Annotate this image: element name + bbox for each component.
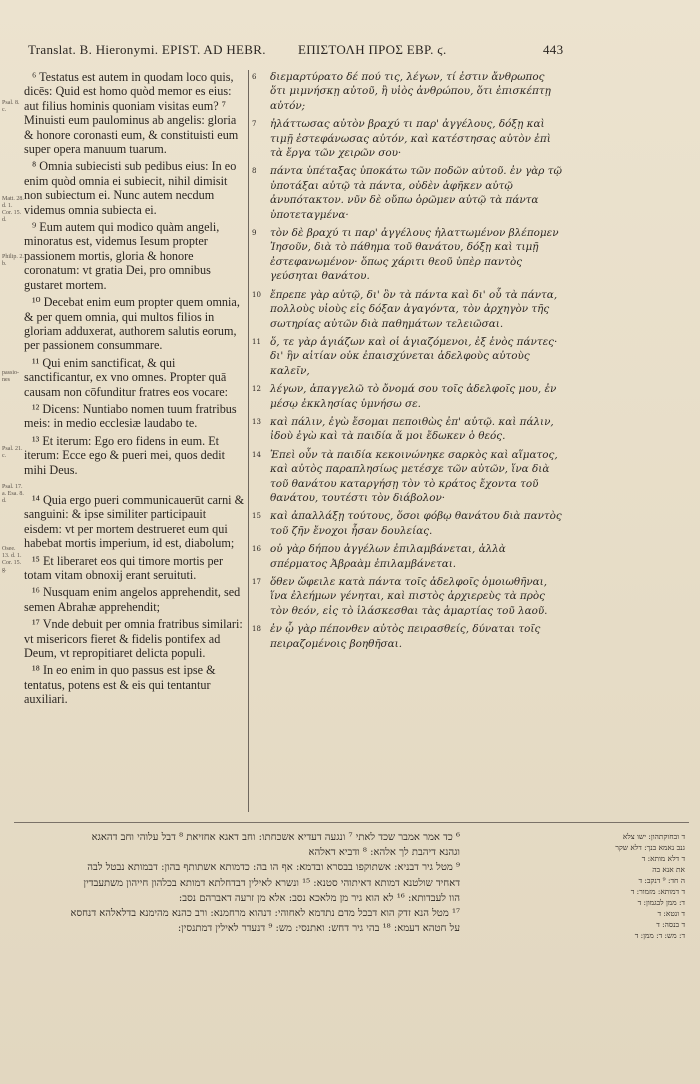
margin-reference: Philip. 2. b.	[2, 254, 24, 267]
greek-column	[252, 70, 562, 655]
marginal-note: ד ובחוקתהון: ישו צלא	[622, 832, 685, 841]
greek-verse	[252, 288, 562, 331]
greek-verse-text: καὶ ἀπαλλάξῃ τούτους, ὅσοι φόβῳ θανάτου διὰ παντὸς τοῦ ζῆν ἔνοχοι ἦσαν δουλείας.	[270, 510, 562, 537]
syriac-line: ¹⁷ מטל הנא זדק הוא דבכל מדם נתדמא לאחוהי: דנהוא מרחמנא: ורב כהנא מהימנא בדלאלהא דנחסא	[70, 908, 460, 920]
latin-verse: ¹⁸ In eo enim in quo passus est ipse & tentatus, potens est & eis qui tentantur auxiliari.	[24, 663, 216, 707]
verse-number: 6	[252, 73, 257, 81]
margin-reference: Osee. 13. d. 1. Cor. 15. g.	[2, 546, 22, 573]
syriac-line: ⁶ כד אמר אמבר שכד לאתי ⁷ ונגעה דעדיא אשכחתו: וחב דאגא אחזיאת ⁸ דבל עלוהי וחב דהאגא	[91, 832, 460, 843]
page-number: 443	[543, 42, 564, 57]
syriac-line: ⁹ מטל גיר דבניא: אשתוקפו בבסרא ובדמא: אף הו בה: כדמותא אשתותף בהון: דבמותא נבטל לבה	[87, 862, 460, 874]
latin-verse: ¹¹ Qui enim sanctificat, & qui sanctificantur, ex vno omnes. Propter quā causam non cōfunditur fratres eos vocare:	[24, 355, 229, 399]
greek-verse	[252, 335, 562, 378]
verse-number: 10	[252, 290, 261, 299]
marginal-note: ד ונטא: ד	[657, 909, 685, 918]
verse-number: 9	[252, 229, 257, 238]
marginal-note: ד דלא מותא: ד	[641, 854, 685, 863]
column-divider	[248, 70, 249, 812]
syriac-hebrew-text	[40, 832, 460, 938]
greek-verse	[252, 382, 562, 411]
section-divider	[14, 822, 689, 823]
verse-number: 14	[252, 450, 261, 459]
latin-verse: ¹⁰ Decebat enim eum propter quem omnia, & per quem omnia, qui multos filios in gloriam adduxerat, authorem salutis eorum, per passionem consummare.	[24, 295, 240, 353]
verse-number: 15	[252, 512, 261, 521]
greek-verse-text: Ἐπεὶ οὖν τὰ παιδία κεκοινώνηκε σαρκὸς καὶ αἵματος, καὶ αὐτὸς παραπλησίως μετέσχε τῶν αὐτῶν, ἵνα διὰ τοῦ θανάτου καταργήσῃ τὸν τὸ κράτος ἔχοντα τοῦ θανάτου, τουτέστι τὸν διάβολον·	[270, 448, 558, 504]
syriac-line: הוו לעבדותא: ¹⁶ לא הוא גיר מן מלאכא נסב: אלא מן זרעה דאברהם נסב:	[178, 892, 460, 904]
verse-number: 7	[252, 120, 257, 129]
marginal-note: ד דמותא: מזמור: ד	[630, 887, 685, 896]
marginal-note: ד בנסה: ד	[656, 920, 685, 929]
syriac-line: על חטהא דעמא: ¹⁸ בהי גיר דחש: ואתנסי: מש: ⁹ דנעדר לאילין דמתנסין:	[177, 923, 460, 935]
margin-reference: Psal. 17. a. Esa. 8. d.	[2, 484, 24, 504]
latin-verse: ⁸ Omnia subiecisti sub pedibus eius: In eo enim quòd omnia ei subiecit, nihil dimisit non subiectum ei. Nunc autem necdum videmus omnia subiecta ei.	[24, 159, 237, 217]
marginal-note: ד: מש: ד: ממן: ד	[634, 931, 685, 940]
verse-number: 17	[252, 578, 261, 586]
running-head-greek: ΕΠΙΣΤΟΛΗ ΠΡΟΣ ΕΒΡ. ϛ.	[298, 42, 447, 57]
marginal-note: את אנא בה	[652, 865, 685, 874]
greek-verse	[252, 70, 562, 113]
greek-verse	[252, 117, 562, 160]
greek-verse-text: καὶ πάλιν, ἐγὼ ἔσομαι πεποιθὼς ἐπ' αὐτῷ. καὶ πάλιν, ἰδοὺ ἐγὼ καὶ τὰ παιδία ἅ μοι ἔδωκεν ὁ θεός.	[270, 415, 554, 443]
greek-verse	[252, 164, 562, 222]
greek-verse	[252, 448, 562, 506]
greek-verse	[252, 542, 562, 571]
greek-verse	[252, 415, 562, 444]
greek-verse-text: διεμαρτύρατο δέ πού τις, λέγων, τί ἐστιν ἄνθρωπος ὅτι μιμνήσκῃ αὐτοῦ, ἢ υἱὸς ἀνθρώπου, ὅτι ἐπισκέπτῃ αὐτόν;	[270, 71, 551, 112]
latin-verse: ¹² Dicens: Nuntiabo nomen tuum fratribus meis: in medio ecclesiæ laudabo te.	[24, 401, 237, 431]
verse-number: 8	[252, 167, 257, 176]
greek-verse-text: ἠλάττωσας αὐτὸν βραχύ τι παρ' ἀγγέλους, δόξῃ καὶ τιμῇ ἐστεφάνωσας αὐτόν, καὶ κατέστησας αὐτὸν ἐπὶ τὰ ἔργα τῶν χειρῶν σου·	[270, 118, 551, 160]
latin-verse: ¹⁴ Quia ergo pueri communicauerūt carni & sanguini: & ipse similiter participauit eisdem: vt per mortem destrueret eum qui habebat mortis imperium, id est, diabolum;	[24, 492, 245, 551]
greek-verse	[252, 622, 562, 651]
latin-verse: ¹⁶ Nusquam enim angelos apprehendit, sed semen Abrahæ apprehendit;	[24, 585, 241, 614]
syriac-line: וגהנא דיהבת לך אלהא: ⁸ ודביא דאלהא	[308, 847, 460, 859]
latin-verse: ⁶ Testatus est autem in quodam loco quis, dicēs: Quid est homo quòd memor es eius: aut filius hominis quoniam visitas eum? ⁷ Minuisti eum paulominus ab angelis: gloria & honore coronasti eum, & constituisti eum super opera manuum tuarum.	[24, 70, 239, 157]
margin-reference: passio- nes	[2, 370, 19, 383]
greek-verse	[252, 509, 562, 538]
marginal-notes	[470, 832, 685, 942]
marginal-note: ה חד: ⁹ דנקב: ד	[638, 876, 685, 885]
greek-verse	[252, 226, 562, 284]
verse-number: 11	[252, 337, 261, 346]
verse-number: 12	[252, 385, 261, 394]
latin-verse: ⁹ Eum autem qui modico quàm angeli, minoratus est, videmus Iesum propter passionem mortis, gloria & honore coronatum: vt gratia Dei, pro omnibus gustaret mortem.	[24, 220, 220, 292]
margin-reference: Psal. 21. c.	[2, 446, 23, 459]
greek-verse-text: πάντα ὑπέταξας ὑποκάτω τῶν ποδῶν αὐτοῦ. ἐν γὰρ τῷ ὑποτάξαι αὐτῷ τὰ πάντα, οὐδὲν ἀφῆκεν αὐτῷ ἀνυπότακτον. νῦν δὲ οὔπω ὁρῶμεν αὐτῷ τὰ πάντα ὑποτεταγμένα·	[270, 165, 562, 221]
margin-reference: Psal. 8. c.	[2, 100, 20, 113]
running-head-latin: Translat. B. Hieronymi. EPIST. AD HEBR.	[28, 42, 266, 57]
verse-number: 13	[252, 417, 261, 426]
greek-verse-text: οὐ γὰρ δήπου ἀγγέλων ἐπιλαμβάνεται, ἀλλὰ σπέρματος Ἀβραὰμ ἐπιλαμβάνεται.	[270, 543, 506, 570]
latin-column	[24, 70, 246, 710]
latin-verse: ¹⁵ Et liberaret eos qui timore mortis per totam vitam obnoxij erant seruituti.	[24, 553, 224, 582]
latin-verse: ¹³ Et iterum: Ego ero fidens in eum. Et iterum: Ecce ego & pueri mei, quos dedit mihi Deus.	[24, 433, 226, 477]
latin-verse: ¹⁷ Vnde debuit per omnia fratribus similari: vt misericors fieret & fidelis pontifex ad Deum, vt repropitiaret delicta populi.	[24, 617, 243, 661]
greek-verse-text: ὅ, τε γὰρ ἁγιάζων καὶ οἱ ἁγιαζόμενοι, ἐξ ἑνὸς πάντες· δι' ἣν αἰτίαν οὐκ ἐπαισχύνεται ἀδελφοὺς αὐτοὺς καλεῖν,	[270, 335, 558, 377]
greek-verse	[252, 575, 562, 618]
marginal-note: גנב נאמא בנך: דלא שקר	[615, 843, 685, 852]
verse-number: 18	[252, 625, 261, 634]
verse-number: 16	[252, 545, 261, 554]
greek-verse-text: τὸν δὲ βραχύ τι παρ' ἀγγέλους ἠλαττωμένον βλέπομεν Ἰησοῦν, διὰ τὸ πάθημα τοῦ θανάτου, δόξῃ καὶ τιμῇ ἐστεφανωμένον· ὅπως χάριτι θεοῦ ὑπὲρ παντὸς γεύσηται θανάτου.	[270, 227, 559, 283]
greek-verse-text: ὅθεν ὤφειλε κατὰ πάντα τοῖς ἀδελφοῖς ὁμοιωθῆναι, ἵνα ἐλεήμων γένηται, καὶ πιστὸς ἀρχιερεὺς τὰ πρὸς τὸν θεόν, εἰς τὸ ἱλάσκεσθαι τὰς ἁμαρτίας τοῦ λαοῦ.	[270, 576, 548, 617]
marginal-note: ד: ממן לבגמון: ד	[637, 898, 685, 907]
greek-verse-text: ἔπρεπε γὰρ αὐτῷ, δι' ὃν τὰ πάντα καὶ δι' οὗ τὰ πάντα, πολλοὺς υἱοὺς εἰς δόξαν ἀγαγόντα, τὸν ἀρχηγὸν τῆς σωτηρίας αὐτῶν διὰ παθημάτων τελειῶσαι.	[270, 288, 558, 330]
syriac-line: דאחיד שולטנא דמותא דאיתוהי סטנא: ¹⁵ ונשרא לאילין דבדחלתא דמותא בכלהון חייהון משתעבדין	[83, 877, 460, 889]
margin-reference: Matt. 28. d. 1. Cor. 15. d.	[2, 196, 24, 223]
greek-verse-text: ἐν ᾧ γὰρ πέπονθεν αὐτὸς πειρασθείς, δύναται τοῖς πειραζομένοις βοηθῆσαι.	[270, 623, 541, 650]
greek-verse-text: λέγων, ἀπαγγελῶ τὸ ὄνομά σου τοῖς ἀδελφοῖς μου, ἐν μέσῳ ἐκκλησίας ὑμνήσω σε.	[270, 383, 557, 410]
